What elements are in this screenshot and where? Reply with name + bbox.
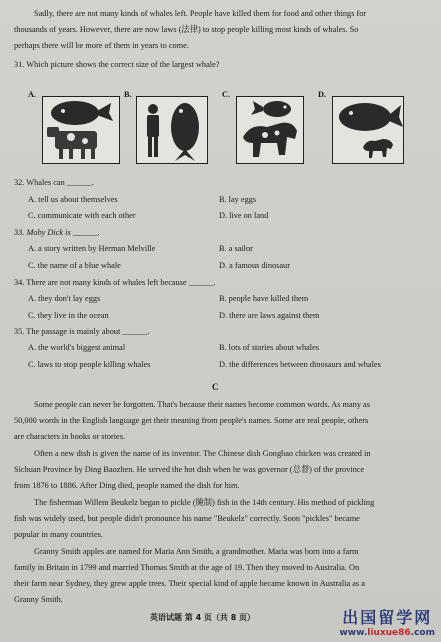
pic-label-c: C.	[222, 90, 231, 99]
pic-label-d: D.	[318, 90, 327, 99]
passage-line: Often a new dish is given the name of its inventor. The Chinese dish Gongbao chicken was created in	[34, 449, 371, 458]
q34-option-d[interactable]: D. there are laws against them	[219, 311, 320, 320]
q35-option-d[interactable]: D. the differences between dinosaurs and whales	[219, 360, 381, 369]
passage-line: thousands of years. However, there are now laws (法律) to stop people killing most kinds of whales. So	[14, 25, 359, 34]
url-prefix: www.	[339, 628, 368, 638]
q34-option-b[interactable]: B. people have killed them	[219, 294, 309, 303]
q35-option-c[interactable]: C. laws to stop people killing whales	[28, 360, 151, 369]
passage-line: fish was widely used, but people didn't pronounce his name "Beukelz" correctly. Soon "pickles" became	[14, 514, 360, 523]
q35-option-b[interactable]: B. lots of stories about whales	[219, 343, 320, 352]
passage-line: 50,000 words in the English language get their meaning from people's names. Some are real people, others	[14, 416, 369, 425]
q32-option-b[interactable]: B. lay eggs	[219, 195, 257, 204]
pic-label-a: A.	[28, 90, 37, 99]
passage-line: their farm near Sydney, they grew apple trees. Their special kind of apple became known in Australia as a	[14, 579, 365, 588]
q33-option-d[interactable]: D. a famous dinosaur	[219, 261, 290, 270]
passage-line: popular in many countries.	[14, 530, 103, 539]
picture-a[interactable]	[42, 96, 120, 164]
q33-option-b[interactable]: B. a sailor	[219, 244, 253, 253]
passage-line: from 1876 to 1886. After Ding died, people named the dish for him.	[14, 481, 240, 490]
question-33-stem: 33. Moby Dick is ______.	[14, 228, 100, 237]
watermark-cn: 出国留学网	[342, 608, 433, 627]
picture-c[interactable]	[236, 96, 304, 164]
passage-line: family in Britain in 1799 and married Thomas Smith at the age of 19. Then they moved to Australia. On	[14, 563, 360, 572]
url-suffix: .com	[410, 628, 435, 638]
picture-d[interactable]	[332, 96, 404, 164]
passage-line: are characters in books or stories.	[14, 432, 126, 441]
passage-line: perhaps there will be more of them in years to come.	[14, 41, 189, 50]
q33-option-a[interactable]: A. a story written by Herman Melville	[28, 244, 156, 253]
passage-line: Some people can never be forgotten. That's because their names become common words. As many as	[34, 400, 370, 409]
passage-line: Granny Smith apples are named for Maria Ann Smith, a grandmother. Maria was born into a farm	[34, 547, 359, 556]
page-footer: 英语试题 第 4 页（共 8 页）	[150, 613, 256, 622]
passage-line: Granny Smith.	[14, 595, 63, 604]
question-32-stem: 32. Whales can ______.	[14, 178, 94, 187]
picture-b[interactable]	[136, 96, 208, 164]
watermark-logo	[339, 605, 435, 638]
question-35-stem: 35. The passage is mainly about ______.	[14, 327, 150, 336]
question-31-stem: 31. Which picture shows the correct size of the largest whale?	[14, 60, 220, 69]
pic-label-b: B.	[124, 90, 132, 99]
q31-pictures	[28, 90, 408, 168]
q32-option-a[interactable]: A. tell us about themselves	[28, 195, 118, 204]
big-whale-and-dinosaur-icon	[333, 97, 403, 163]
q34-option-a[interactable]: A. they don't lay eggs	[28, 294, 101, 303]
q35-option-a[interactable]: A. the world's biggest animal	[28, 343, 126, 352]
watermark-url[interactable]	[339, 628, 435, 638]
passage-line: The fisherman Willem Beukelz began to pickle (腌制) fish in the 14th century. His method of pickling	[34, 498, 375, 507]
man-and-whale-icon	[137, 97, 207, 163]
whale-and-dinosaur-icon	[237, 97, 303, 163]
passage-line: Sichuan Province by Ding Baozhen. He served the hot dish when he was governor (总督) of the province	[14, 465, 365, 474]
passage-line: Sadly, there are not many kinds of whales left. People have killed them for food and other things for	[34, 9, 367, 18]
section-c-heading: C	[212, 382, 219, 392]
q34-option-c[interactable]: C. they live in the ocean	[28, 311, 109, 320]
q32-option-c[interactable]: C. communicate with each other	[28, 211, 136, 220]
url-brand: liuxue86	[367, 628, 411, 638]
q33-option-c[interactable]: C. the name of a blue whale	[28, 261, 121, 270]
q32-option-d[interactable]: D. live on land	[219, 211, 269, 220]
question-34-stem: 34. There are not many kinds of whales left because ______.	[14, 278, 216, 287]
whale-and-cow-icon	[43, 97, 119, 163]
